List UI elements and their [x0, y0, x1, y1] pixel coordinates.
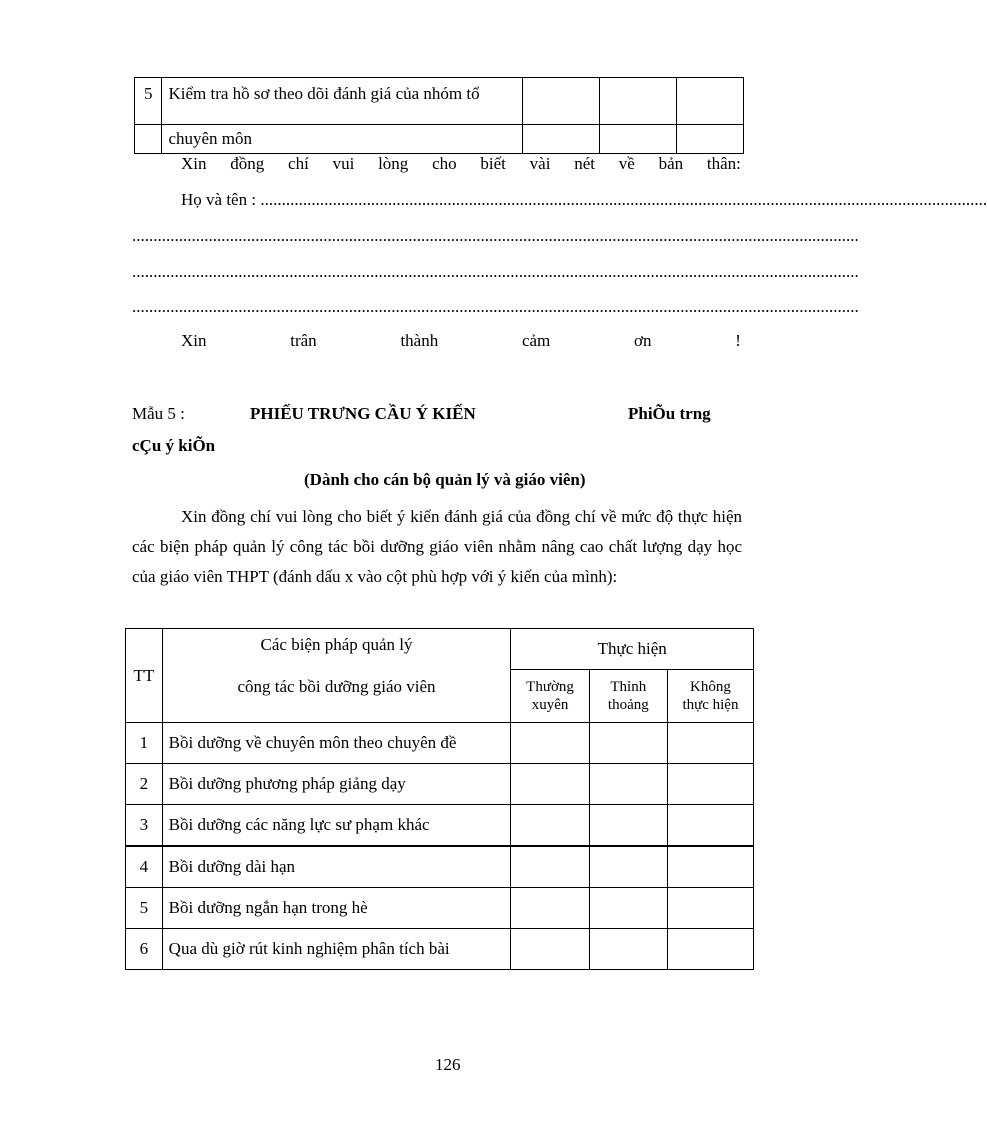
dotted-line[interactable]: ........................................................................................................................................................................... — [132, 262, 859, 281]
row-text: Kiểm tra hồ sơ theo dõi đánh giá của nhóm tổ — [162, 78, 523, 125]
answer-cell[interactable] — [511, 764, 589, 805]
header-col-always: Thường xuyên — [511, 670, 589, 723]
row-text-cont: chuyên môn — [162, 125, 523, 154]
header-tt: TT — [126, 629, 163, 723]
answer-cell[interactable] — [589, 805, 667, 847]
answer-cell[interactable] — [511, 846, 589, 888]
name-label: Họ và tên : — [181, 190, 261, 209]
table-row: 6 Qua dù giờ rút kinh nghiệm phân tích bài — [126, 929, 754, 970]
answer-cell[interactable] — [589, 929, 667, 970]
thanks-line: Xin trân thành cảm ơn ! — [181, 331, 741, 350]
page-number: 126 — [435, 1055, 461, 1074]
header-col-never: Không thực hiện — [667, 670, 753, 723]
form-title: PHIẾU TRƯNG CẦU Ý KIẾN — [250, 404, 476, 423]
answer-cell[interactable] — [589, 888, 667, 929]
answer-cell[interactable] — [667, 929, 753, 970]
form-subtitle: (Dành cho cán bộ quản lý và giáo viên) — [304, 470, 586, 489]
header-col-sometimes: Thỉnh thoảng — [589, 670, 667, 723]
answer-cell[interactable] — [667, 764, 753, 805]
header-measure: Các biện pháp quản lý công tác bồi dưỡng giáo viên — [162, 629, 511, 723]
table-row: 3 Bồi dưỡng các năng lực sư phạm khác — [126, 805, 754, 847]
answer-cell[interactable] — [600, 78, 677, 125]
table-row: 5 Bồi dưỡng ngắn hạn trong hè — [126, 888, 754, 929]
form-label: Mẫu 5 : — [132, 404, 185, 423]
row-number: 5 — [135, 78, 162, 125]
answer-cell[interactable] — [523, 78, 600, 125]
survey-table — [125, 628, 754, 970]
name-field[interactable]: Họ và tên : ........................................................................................................................................................................... — [181, 190, 987, 209]
table-row: 4 Bồi dưỡng dài hạn — [126, 846, 754, 888]
form-garbled-tail: PhiÕu trng — [628, 404, 711, 423]
table-row: 2 Bồi dưỡng phương pháp giảng dạy — [126, 764, 754, 805]
answer-cell[interactable] — [589, 764, 667, 805]
continuation-table — [134, 77, 744, 154]
intro-line: Xin đồng chí vui lòng cho biết vài nét về bản thân: — [181, 154, 741, 173]
answer-cell[interactable] — [589, 723, 667, 764]
answer-cell[interactable] — [667, 846, 753, 888]
answer-cell[interactable] — [667, 723, 753, 764]
answer-cell[interactable] — [676, 125, 743, 154]
answer-cell[interactable] — [667, 805, 753, 847]
header-group: Thực hiện — [511, 629, 754, 670]
form-garbled-line: cÇu ý kiÕn — [132, 436, 216, 455]
answer-cell[interactable] — [676, 78, 743, 125]
instruction-paragraph: Xin đồng chí vui lòng cho biết ý kiến đánh giá của đồng chí về mức độ thực hiện các biện pháp quản lý công tác bồi dưỡng giáo viên nhằm nâng cao chất lượng dạy học của giáo viên THPT (đánh dấu x vào cột phù hợp với ý kiến của mình): — [132, 507, 742, 586]
answer-cell[interactable] — [511, 805, 589, 847]
dotted-line[interactable]: ........................................................................................................................................................................... — [132, 226, 859, 245]
answer-cell[interactable] — [589, 846, 667, 888]
answer-cell[interactable] — [511, 929, 589, 970]
answer-cell[interactable] — [511, 723, 589, 764]
dotted-line[interactable]: ........................................................................................................................................................................... — [132, 297, 859, 316]
answer-cell[interactable] — [511, 888, 589, 929]
answer-cell[interactable] — [600, 125, 677, 154]
answer-cell[interactable] — [667, 888, 753, 929]
row-number-cont — [135, 125, 162, 154]
table-row: 1 Bồi dưỡng về chuyên môn theo chuyên đề — [126, 723, 754, 764]
answer-cell[interactable] — [523, 125, 600, 154]
